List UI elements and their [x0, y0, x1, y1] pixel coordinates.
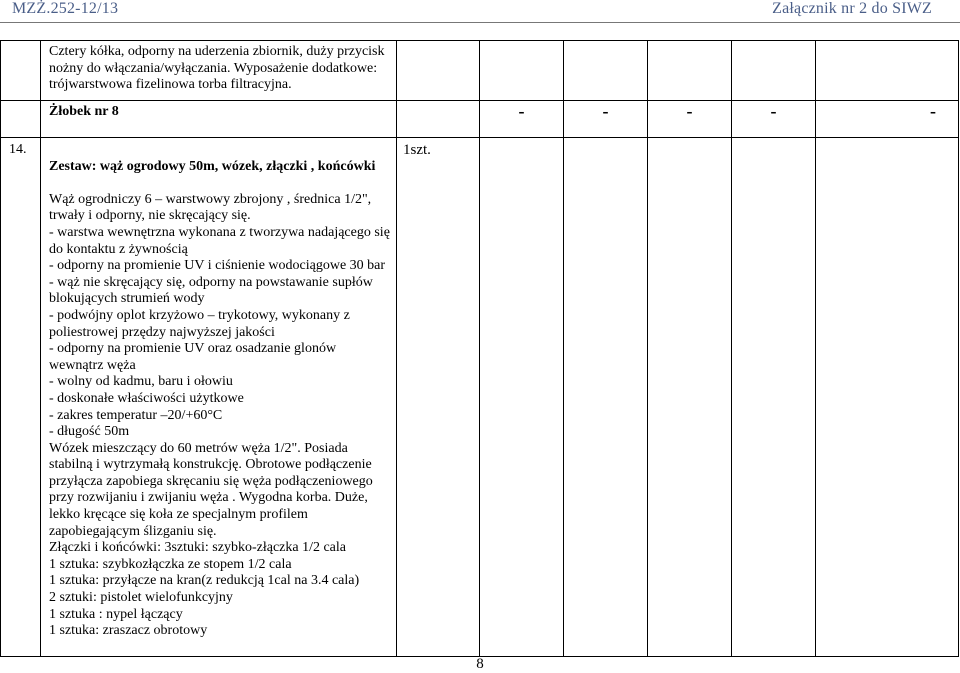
table-cell [480, 41, 564, 101]
document-reference: MZŻ.252-12/13 [12, 0, 119, 17]
spec-line: przyłącza zapobiega skręcaniu się węża podłączeniowego [49, 473, 373, 489]
spec-line: 1 sztuka : nypel łączący [49, 606, 183, 622]
spec-line: 1 sztuka: szybkozłączka ze stopem 1/2 cala [49, 556, 292, 572]
table-cell [732, 138, 816, 657]
spec-line: - odporny na promienie UV oraz osadzanie glonów [49, 341, 337, 357]
table-cell [1, 41, 41, 101]
spec-line: lekko kręcące się koła ze specjalnym profilem [49, 507, 308, 523]
table-cell [564, 41, 648, 101]
dash-mark: - [930, 101, 936, 121]
spec-line: poliestrowej przędzy najwyższej jakości [49, 324, 275, 340]
spec-line: - warstwa wewnętrzna wykonana z tworzywa nadającego się [49, 224, 390, 240]
table-cell [41, 101, 397, 138]
spec-line: 2 sztuki: pistolet wielofunkcyjny [49, 590, 233, 606]
group-row [1, 101, 959, 138]
spec-line: - odporny na promienie UV i ciśnienie wodociągowe 30 bar [49, 258, 386, 274]
item-description [41, 138, 396, 656]
spec-line: Wąż ogrodniczy 6 – warstwowy zbrojony , średnica 1/2", [49, 191, 372, 207]
specification-table [0, 40, 959, 657]
item-number: 14. [9, 142, 27, 157]
spec-line: trwały i odporny, nie skręcający się. [49, 208, 251, 224]
table-cell [648, 138, 732, 657]
table-cell [732, 101, 816, 138]
table-cell [564, 101, 648, 138]
item-spec-lines [49, 192, 390, 640]
item-title: Zestaw: wąż ogrodowy 50m, wózek, złączki , końcówki [49, 158, 376, 174]
spec-line: - podwójny oplot krzyżowo – trykotowy, wykonany z [49, 307, 350, 323]
dash-mark: - [518, 101, 525, 121]
item-row [1, 138, 959, 657]
spec-line: - wolny od kadmu, baru i ołowiu [49, 374, 233, 390]
table-cell [732, 41, 816, 101]
table-cell [816, 41, 959, 101]
table-cell [1, 101, 41, 138]
spec-line: Złączki i końcówki: 3sztuki: szybko-złączka 1/2 cala [49, 540, 347, 556]
spec-line: 1 sztuka: zraszacz obrotowy [49, 623, 208, 639]
table-cell [480, 101, 564, 138]
table-cell [41, 41, 397, 101]
dash-mark: - [770, 101, 777, 121]
table-cell [41, 138, 397, 657]
spec-line: blokujących strumień wody [49, 291, 205, 307]
spec-line: do kontaktu z żywnością [49, 241, 188, 257]
header-divider [0, 22, 960, 23]
description-text: Cztery kółka, odporny na uderzenia zbiornik, duży przycisk nożny do włączania/wyłączania. Wyposażenie dodatkowe: trójwarstwowa fizelinowa torba filtracyjna. [49, 44, 385, 93]
spec-line: Wózek mieszczący do 60 metrów węża 1/2". Posiada [49, 440, 348, 456]
spec-line: - doskonałe właściwości użytkowe [49, 390, 244, 406]
table-cell [648, 41, 732, 101]
spec-line: zapobiegającym ślizganiu się. [49, 523, 217, 539]
dash-mark: - [686, 101, 693, 121]
dash-mark: - [602, 101, 609, 121]
spec-line: stabilną i wytrzymałą konstrukcję. Obrotowe podłączenie [49, 457, 372, 473]
table-cell [816, 101, 959, 138]
table-cell [397, 138, 480, 657]
spec-line: - zakres temperatur –20/+60°C [49, 407, 223, 423]
table-cell [648, 101, 732, 138]
table-cell [397, 41, 480, 101]
table-cell [1, 138, 41, 657]
item-quantity: 1szt. [403, 142, 431, 158]
table-cell [480, 138, 564, 657]
spec-line: 1 sztuka: przyłącze na kran(z redukcją 1cal na 3.4 cala) [49, 573, 360, 589]
spec-line: przy rozwijaniu i zwijaniu węża . Wygodna korba. Duże, [49, 490, 368, 506]
page-number: 8 [476, 656, 484, 672]
spec-line: - długość 50m [49, 424, 130, 440]
table-cell [397, 101, 480, 138]
table-row [1, 41, 959, 101]
group-label: Żłobek nr 8 [49, 104, 119, 119]
table-cell [564, 138, 648, 657]
spec-line: wewnątrz węża [49, 357, 136, 373]
spec-line: - wąż nie skręcający się, odporny na powstawanie supłów [49, 274, 373, 290]
annex-label: Załącznik nr 2 do SIWZ [772, 0, 932, 17]
table-cell [816, 138, 959, 657]
